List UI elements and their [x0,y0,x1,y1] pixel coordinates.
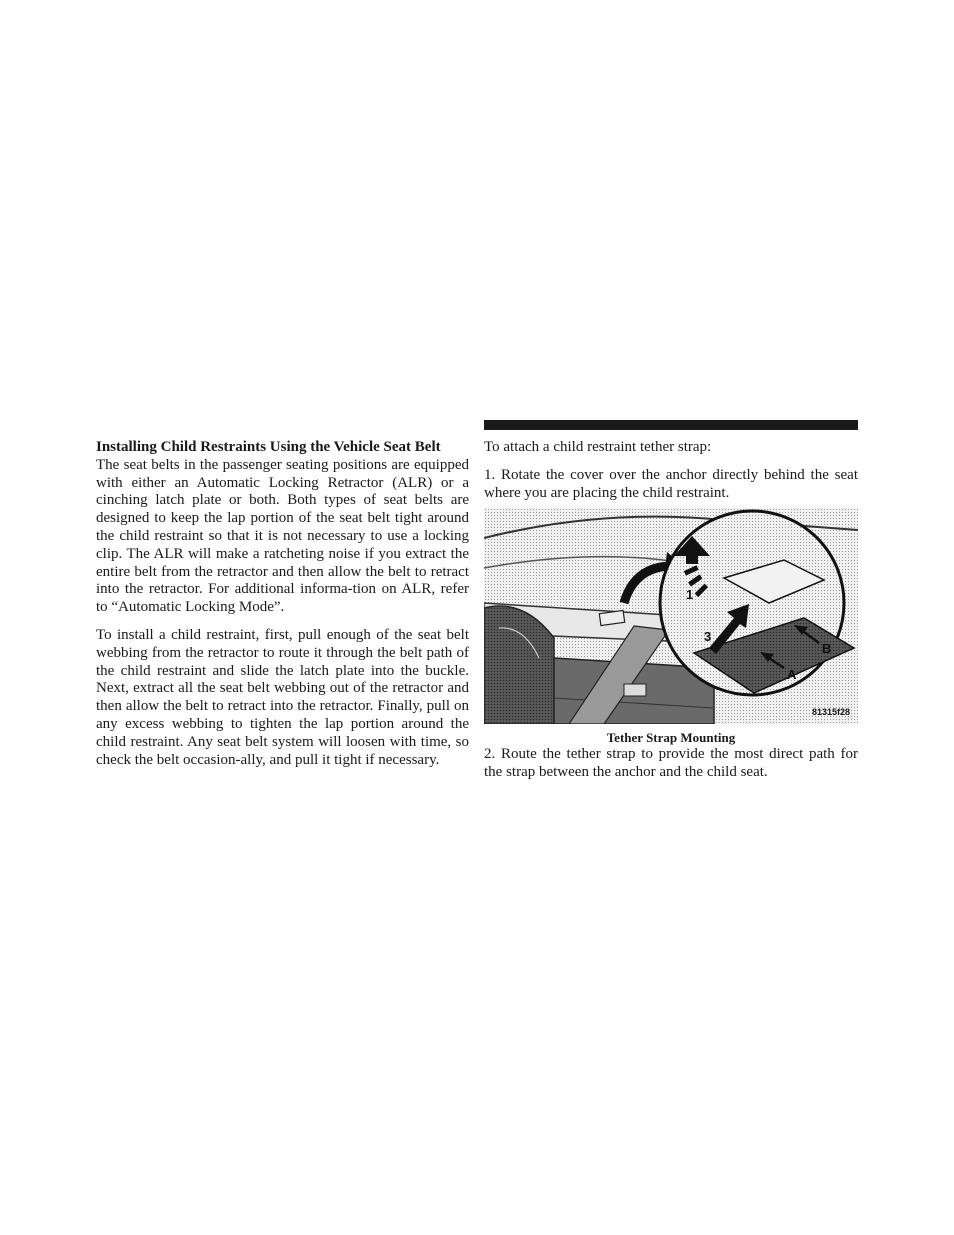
illustration-drawing [484,508,858,724]
callout-1-label: 1 [686,587,694,603]
section-header-bar [484,420,858,430]
left-column [96,439,469,769]
figure-code: 81315f28 [811,706,850,717]
body-paragraph-install: To install a child restraint, first, pull enough of the seat belt webbing from the retractor to route it through the belt path of the child restraint and slide the latch plate into the buckle. Next, extract all the seat belt webbing out of the retractor and then allow the belt to retract into the retractor. Finally, pull on any excess webbing to tighten the lap portion around the child restraint. Any seat belt system will loosen with time, so check the belt occasion-ally, and pull it tight if necessary. [96,626,469,768]
callout-a-label: A [787,667,797,683]
right-column [484,439,858,782]
section-heading: Installing Child Restraints Using the Vehicle Seat Belt [96,439,441,455]
callout-b-label: B [822,641,832,657]
body-paragraph-alr: The seat belts in the passenger seating positions are equipped with either an Automatic Locking Retractor (ALR) or a cinching latch plate or both. Both types of seat belts are designed to keep the lap portion of the seat belt tight around the child restraint so that it is not necessary to use a locking clip. The ALR will make a ratcheting noise if you extract the entire belt from the retractor and then allow the belt to retract into the retractor. For additional informa-tion on ALR, refer to “Automatic Locking Mode”. [96,456,469,616]
step-two-text: 2. Route the tether strap to provide the most direct path for the strap between the anchor and the child seat. [484,746,858,781]
step-one-text: 1. Rotate the cover over the anchor directly behind the seat where you are placing the child restraint. [484,466,858,501]
tether-intro: To attach a child restraint tether strap: [484,439,712,455]
tether-strap-illustration [484,508,858,724]
callout-3-label: 3 [704,629,712,645]
figure-caption: Tether Strap Mounting [606,730,736,746]
